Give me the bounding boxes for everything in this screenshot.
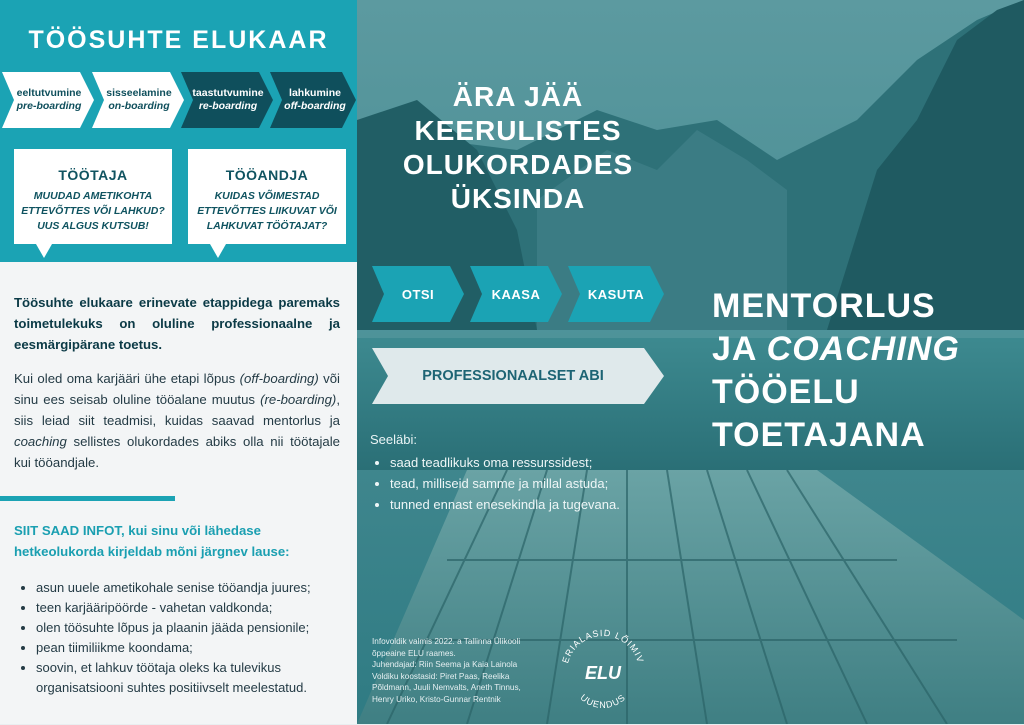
employer-text — [188, 189, 346, 234]
employee-callout — [14, 149, 172, 244]
body-text: või sinu ees seisab oluline tööalane muutus — [14, 371, 340, 407]
employee-text — [14, 189, 172, 234]
body-paragraph — [14, 368, 340, 473]
stage-on-boarding — [92, 72, 186, 128]
stage-off-boarding — [268, 72, 362, 128]
employee-line: ETTEVÕTTES VÕI LAHKUD? — [21, 205, 165, 217]
employer-callout — [188, 149, 346, 244]
list-item: • teen karjääripöörde - vahetan valdkonda; — [36, 598, 366, 618]
body-text: sellistes olukordades abiks olla nii töötajale kui tööandjale. — [14, 434, 340, 470]
left-panel — [0, 0, 357, 724]
list-item: • pean tiimiliikme koondama; — [36, 638, 366, 658]
credit-line: Põldmann, Juuli Nemvalts, Aneth Tinnus, — [372, 683, 521, 692]
employer-line: ETTEVÕTTES LIIKUVAT VÕI — [197, 205, 337, 217]
credit-line: õppeaine ELU raames. — [372, 648, 456, 658]
credit-line: Juhendajad: Riin Seema ja Kaia Lainola — [372, 660, 518, 669]
arrow-otsi — [372, 266, 464, 322]
headline-line: KEERULISTES — [414, 115, 622, 146]
section-divider — [0, 496, 175, 501]
body-text: , siis leiad siit teadmisi, kuidas saavad mentorlus ja — [14, 392, 340, 428]
arrow-label: KASUTA — [587, 286, 645, 302]
arrow-label: OTSI — [401, 286, 435, 302]
logo-center: ELU — [585, 663, 621, 683]
list-item: • olen töösuhte lõpus ja plaanin jääda pensionile; — [36, 618, 366, 638]
stage-sub: off-boarding — [284, 100, 346, 112]
employer-heading: TÖÖANDJA — [225, 167, 309, 183]
arrow-kaasa — [470, 266, 562, 322]
body-italic: (re-boarding) — [260, 392, 337, 407]
benefits-list — [370, 452, 620, 515]
stage-label: lahkumine — [289, 87, 341, 99]
title-line: MENTORLUS — [712, 287, 936, 325]
info-heading: SIIT SAAD INFOT, kui sinu või lähedase hetkeolukorda kirjeldab mõni järgnev lause: — [14, 523, 290, 559]
title-line: TOETAJANA — [712, 416, 926, 454]
list-item: • tunned ennast enesekindla ja tugevana. — [390, 494, 620, 515]
stage-label: taastutvumine — [192, 87, 264, 99]
list-item: • soovin, et lahkuv töötaja oleks ka tulevikus organisatsiooni suhtes positiivselt meelestatud. — [36, 658, 366, 698]
stage-pre-boarding — [2, 72, 96, 128]
employer-line: KUIDAS VÕIMESTAD — [214, 190, 320, 202]
logo-ring-bottom: UUENDUS — [578, 692, 628, 710]
svg-text:ERIALASID LÕIMIV — [560, 628, 646, 664]
stage-sub: pre-boarding — [16, 100, 82, 112]
elu-logo — [555, 624, 651, 720]
main-title — [712, 285, 960, 457]
title-line: TÖÖELU — [712, 373, 860, 411]
list-item: • saad teadlikuks oma ressurssidest; — [390, 452, 620, 473]
employer-line: LAHKUVAT TÖÖTAJAT? — [206, 220, 328, 232]
title-line — [712, 328, 960, 371]
body-italic: (off-boarding) — [239, 371, 319, 386]
stage-sub: on-boarding — [108, 100, 170, 112]
credit-line: Henry Uriko, Kristo-Gunnar Rentnik — [372, 694, 501, 704]
stage-label: sisseelamine — [106, 87, 172, 99]
svg-text:UUENDUS — [578, 692, 627, 710]
stage-sub: re-boarding — [198, 100, 258, 112]
banner-label: PROFESSIONAALSET ABI — [422, 368, 604, 384]
elu-logo-mark — [555, 624, 651, 720]
headline-line: ÜKSINDA — [450, 183, 586, 214]
credit-line: Infovoldik valmis 2022. a Tallinna Ülikooli — [372, 637, 521, 646]
logo-ring-top: ERIALASID LÕIMIV — [560, 627, 646, 665]
situation-list — [16, 578, 366, 698]
body-text: Kui oled oma karjääri ühe etapi lõpus — [14, 371, 240, 386]
headline — [398, 80, 638, 216]
intro-paragraph: Töösuhte elukaare erinevate etappidega paremaks toimetulekuks on oluline professionaalne ja eesmärgipärane toetus. — [14, 295, 340, 352]
title-text: JA — [712, 330, 767, 368]
arrow-kasuta — [568, 266, 664, 322]
stage-label: eeltutvumine — [16, 87, 82, 99]
list-item: • asun uuele ametikohale senise tööandja juures; — [36, 578, 366, 598]
professional-help-banner — [372, 348, 664, 404]
body-italic: coaching — [14, 434, 67, 449]
credit-line: Voldiku koostasid: Piret Paas, Reelika — [372, 671, 510, 681]
list-item: • tead, milliseid samme ja millal astuda; — [390, 473, 620, 494]
headline-line: ÄRA JÄÄ — [452, 81, 584, 112]
arrow-label: KAASA — [491, 286, 541, 302]
title-italic: COACHING — [766, 330, 960, 368]
stage-re-boarding — [181, 72, 275, 128]
seelabi-label: Seeläbi: — [370, 432, 417, 447]
employee-line: MUUDAD AMETIKOHTA — [33, 190, 153, 202]
employee-line: UUS ALGUS KUTSUB! — [37, 220, 149, 232]
credits — [372, 636, 552, 705]
lifecycle-title: TÖÖSUHTE ELUKAAR — [28, 26, 329, 54]
employee-heading: TÖÖTAJA — [58, 167, 128, 183]
lifecycle-stages — [2, 72, 358, 128]
headline-line: OLUKORDADES — [402, 149, 634, 180]
